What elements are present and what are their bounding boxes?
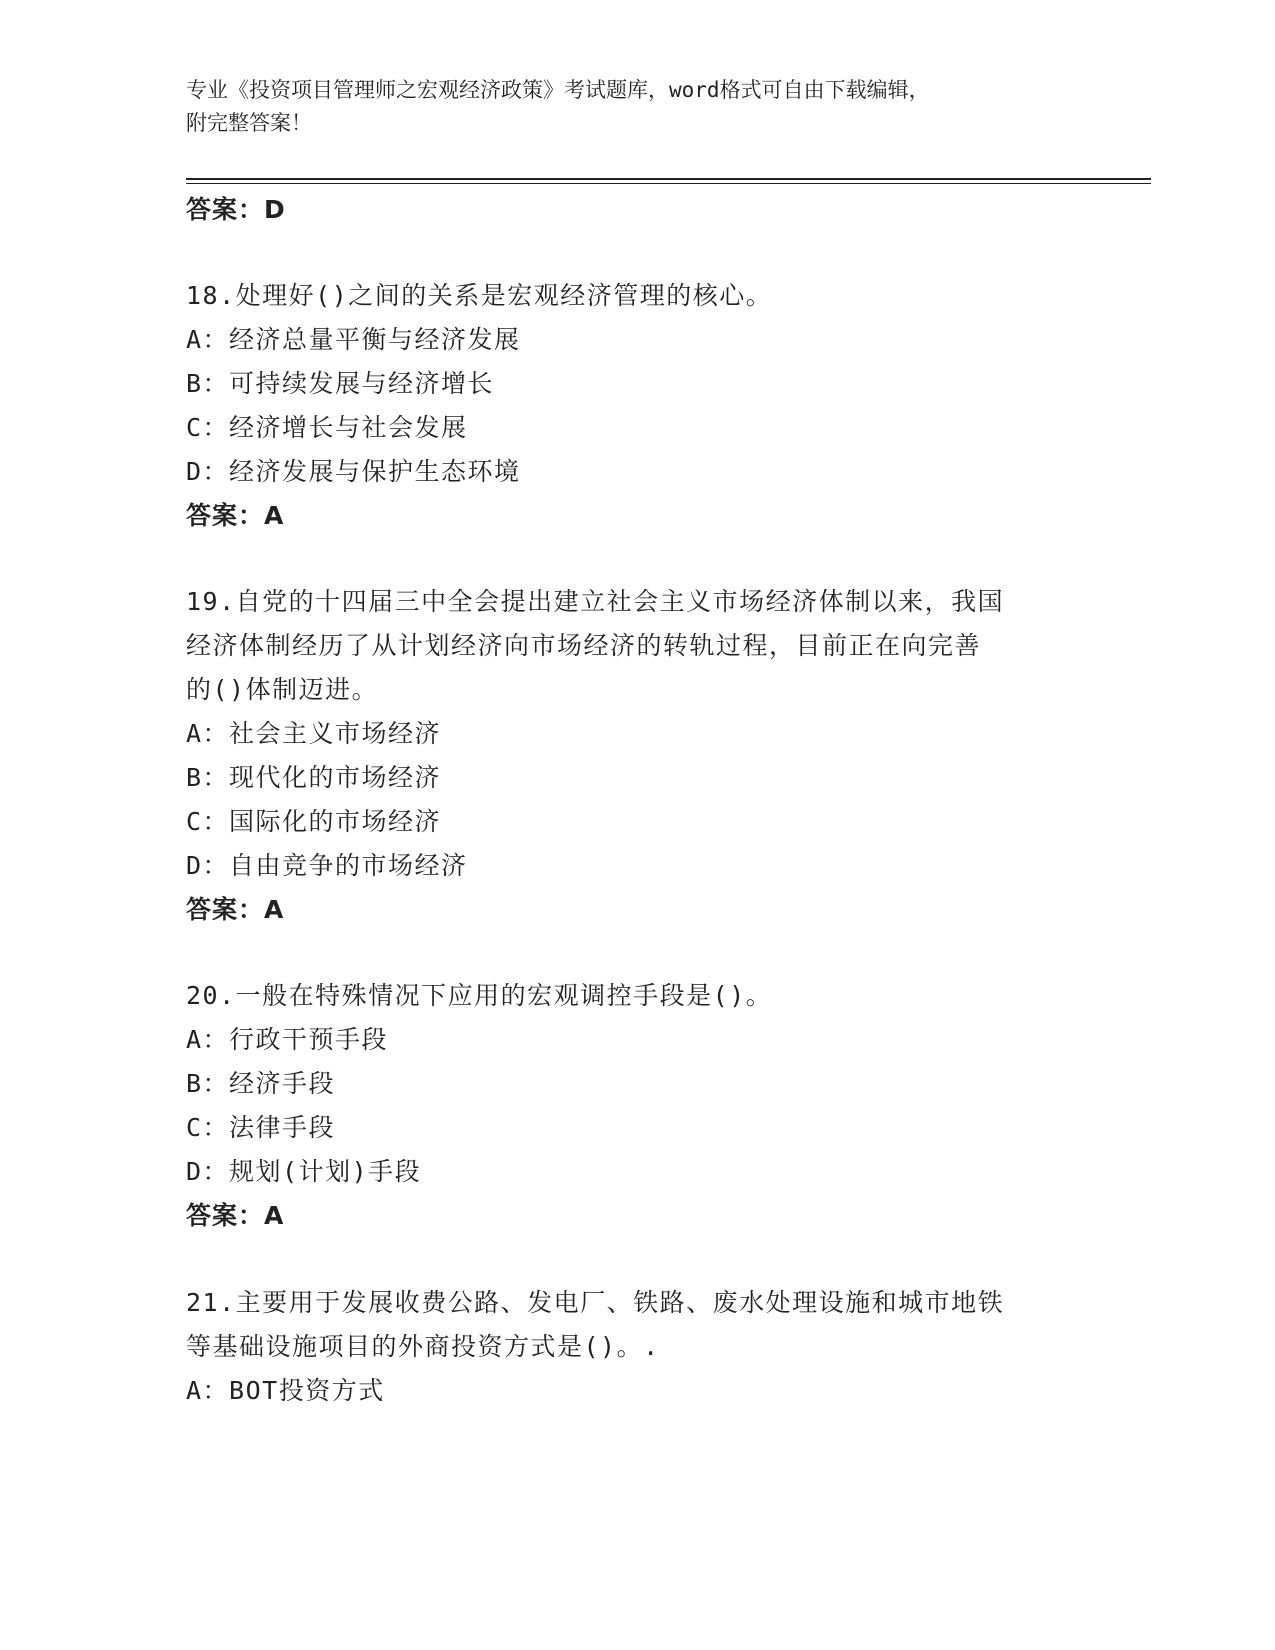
- question-19-option-b: B：现代化的市场经济: [186, 763, 442, 792]
- question-21-stem-line-2: 等基础设施项目的外商投资方式是()。.: [186, 1332, 660, 1361]
- question-19-answer: 答案：A: [186, 895, 285, 924]
- question-20-option-c: C：法律手段: [186, 1113, 336, 1142]
- question-19-stem-line-1: 19.自党的十四届三中全会提出建立社会主义市场经济体制以来，我国: [186, 587, 1005, 616]
- question-18-answer: 答案：A: [186, 501, 285, 530]
- question-18-stem: 18.处理好()之间的关系是宏观经济管理的核心。: [186, 281, 773, 310]
- header-rule-thick: [186, 178, 1151, 180]
- question-20-stem: 20.一般在特殊情况下应用的宏观调控手段是()。: [186, 981, 773, 1010]
- question-20-option-a: A：行政干预手段: [186, 1025, 389, 1054]
- question-20-answer: 答案：A: [186, 1201, 285, 1230]
- header-rule-thin: [186, 183, 1151, 184]
- question-21-option-a: A：BOT投资方式: [186, 1376, 385, 1405]
- question-18-option-b: B：可持续发展与经济增长: [186, 369, 495, 398]
- question-20-option-d: D：规划(计划)手段: [186, 1157, 422, 1186]
- question-18-option-a: A：经济总量平衡与经济发展: [186, 325, 521, 354]
- question-19-stem-line-2: 经济体制经历了从计划经济向市场经济的转轨过程，目前正在向完善: [186, 631, 982, 660]
- question-19-option-c: C：国际化的市场经济: [186, 807, 442, 836]
- document-header: [186, 74, 1066, 140]
- header-line-2: 附完整答案！: [186, 111, 312, 135]
- previous-answer: 答案：D: [186, 195, 286, 224]
- question-19-option-a: A：社会主义市场经济: [186, 719, 442, 748]
- question-19-stem-line-3: 的()体制迈进。: [186, 675, 379, 704]
- question-18-option-d: D：经济发展与保护生态环境: [186, 457, 521, 486]
- header-line-1: 专业《投资项目管理师之宏观经济政策》考试题库，word格式可自由下载编辑，: [186, 78, 930, 102]
- question-20-option-b: B：经济手段: [186, 1069, 336, 1098]
- question-18-option-c: C：经济增长与社会发展: [186, 413, 468, 442]
- question-19-option-d: D：自由竞争的市场经济: [186, 851, 468, 880]
- question-21-stem-line-1: 21.主要用于发展收费公路、发电厂、铁路、废水处理设施和城市地铁: [186, 1288, 1005, 1317]
